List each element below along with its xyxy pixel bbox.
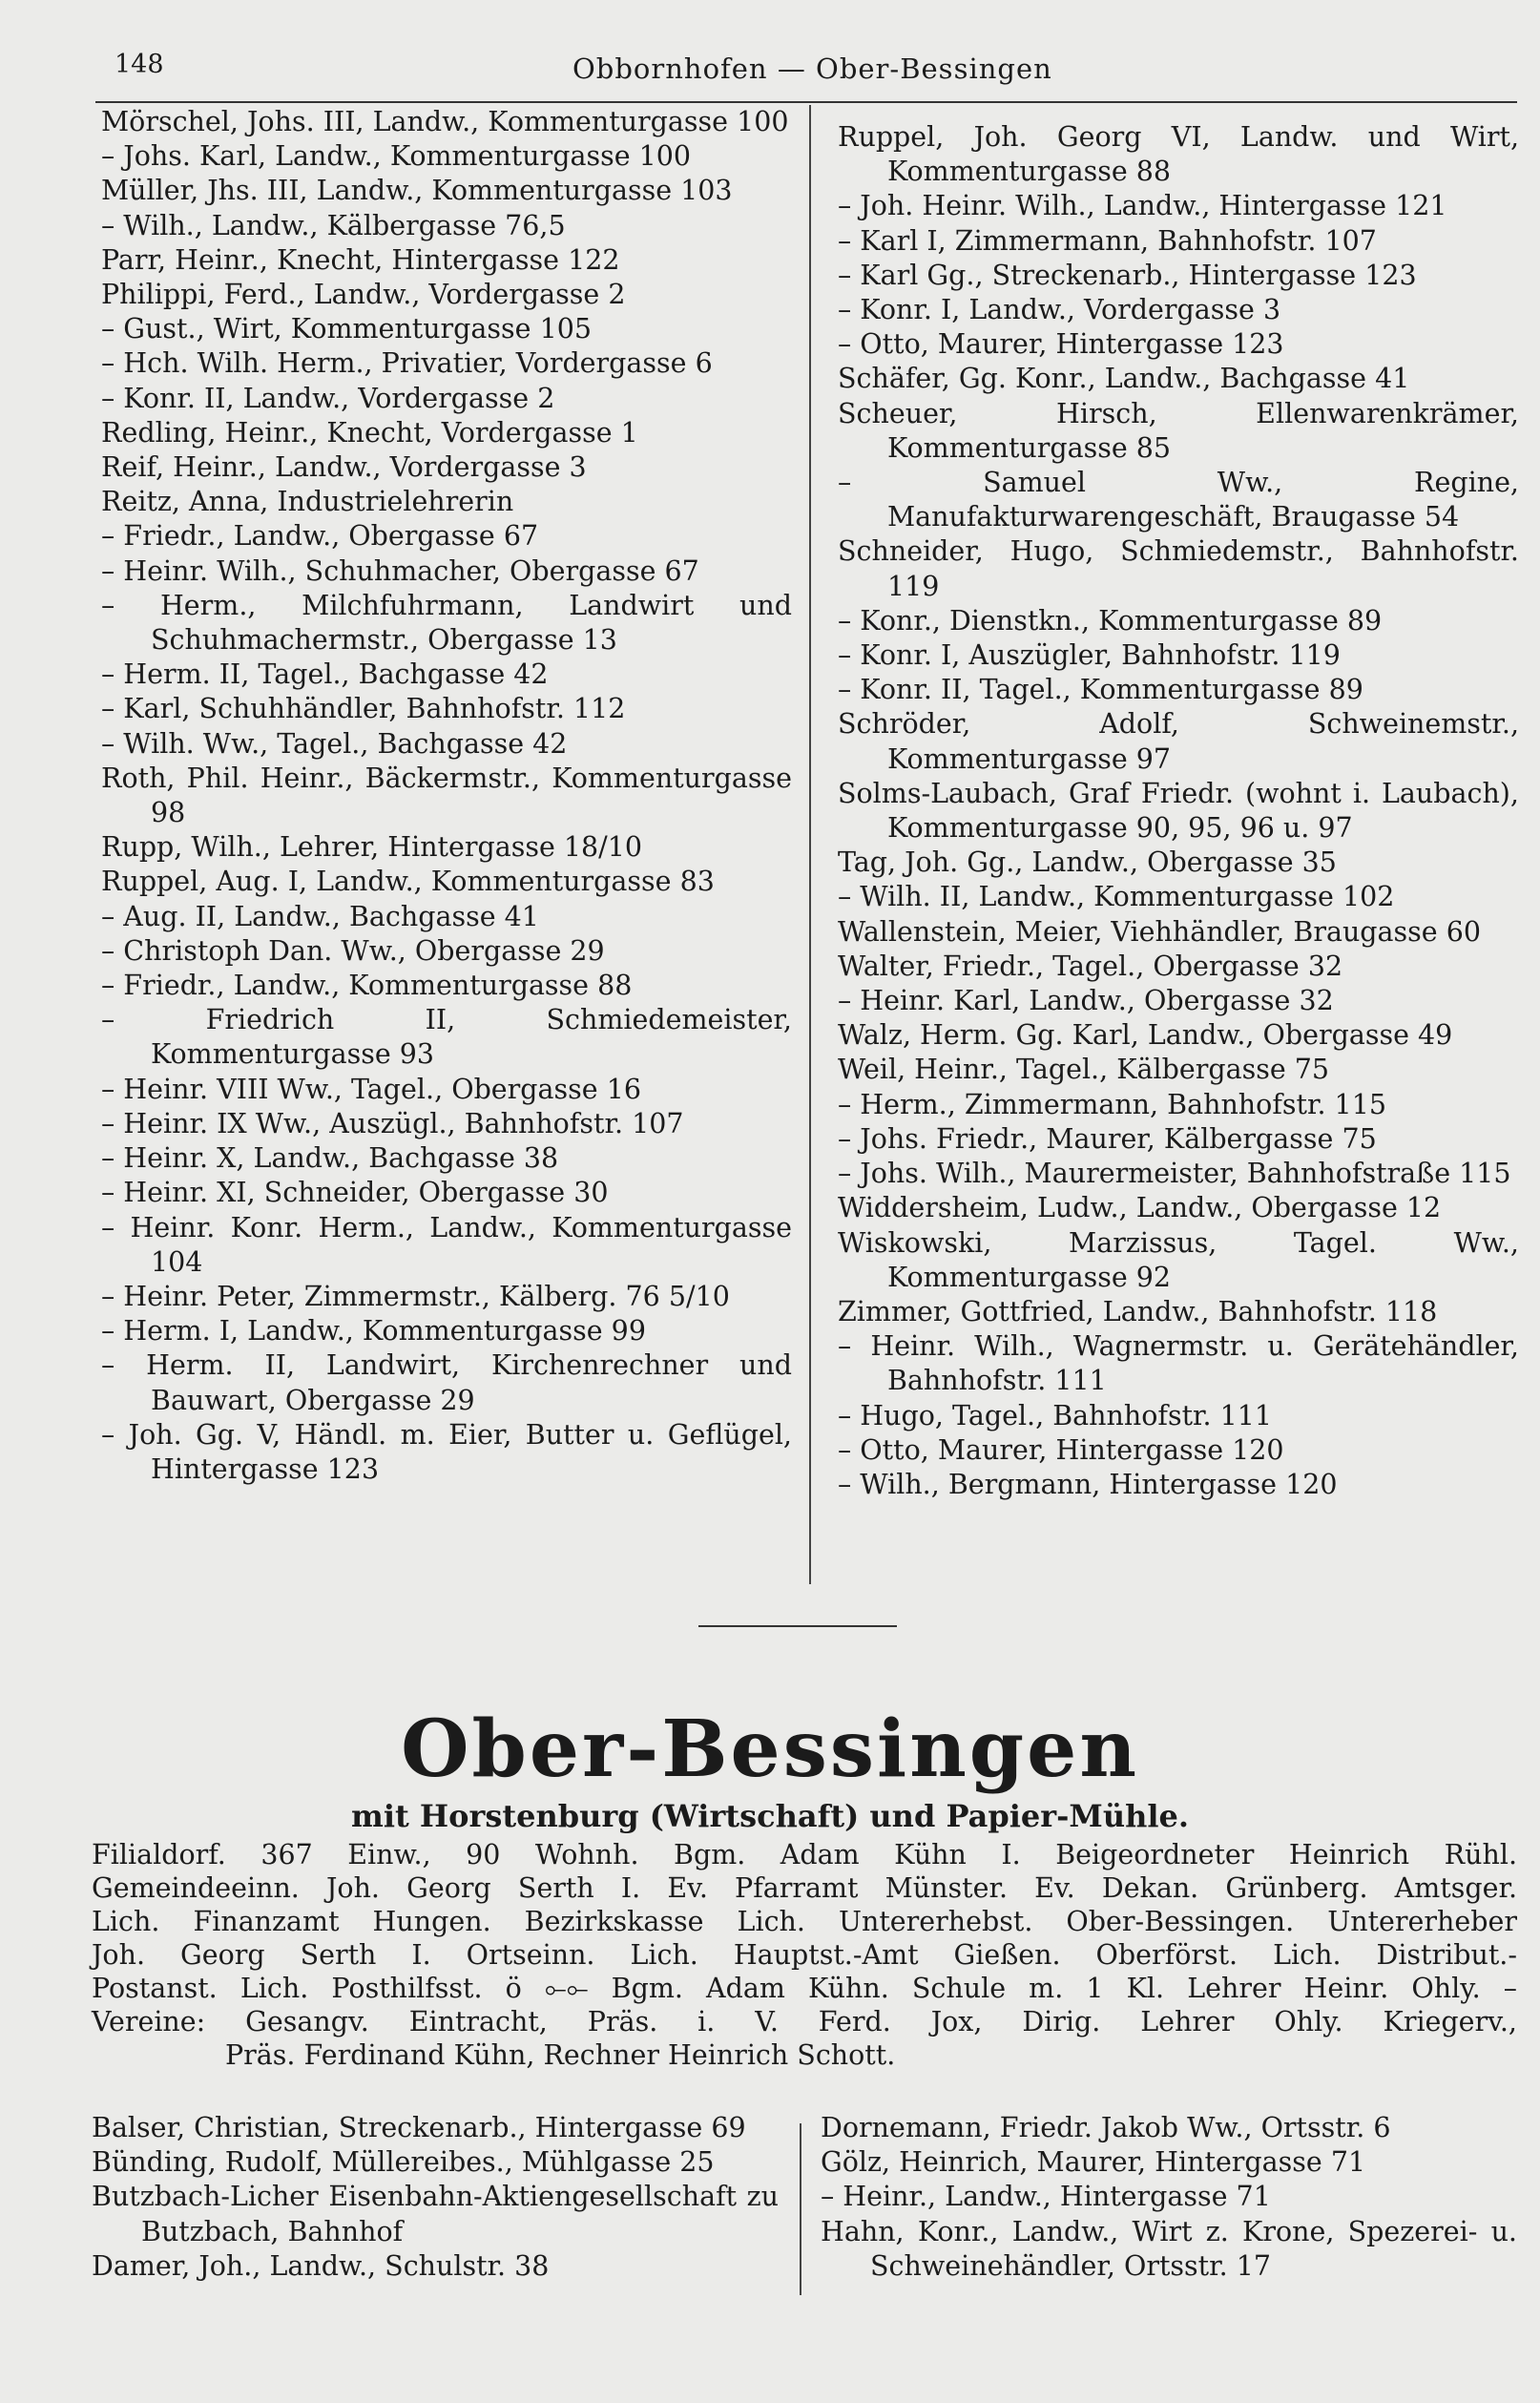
directory-entry: Müller, Jhs. III, Landw., Kommenturgasse 103 [101,175,733,207]
directory-entry: – Wilh., Bergmann, Hintergasse 120 [838,1468,1338,1500]
directory-entry: – Johs. Wilh., Maurermeister, Bahnhofstraße 115 [838,1158,1511,1190]
directory-entry: – Joh. Gg. V, Händl. m. Eier, Butter u. Geflügel, Hintergasse 123 [101,1418,792,1485]
directory-entry: Wallenstein, Meier, Viehhändler, Braugasse 60 [838,915,1481,948]
directory-entry: – Herm. I, Landw., Kommenturgasse 99 [101,1315,646,1348]
directory-entry: Solms-Laubach, Graf Friedr. (wohnt i. Laubach), Kommenturgasse 90, 95, 96 u. 97 [838,777,1519,845]
directory-entry: Redling, Heinr., Knecht, Vordergasse 1 [101,416,638,449]
directory-entry: – Samuel Ww., Regine, Manufakturwarengeschäft, Braugasse 54 [838,467,1519,533]
directory-entry: – Karl, Schuhhändler, Bahnhofstr. 112 [101,693,626,725]
directory-entry: Zimmer, Gottfried, Landw., Bahnhofstr. 118 [838,1295,1438,1327]
directory-entry: – Wilh. II, Landw., Kommenturgasse 102 [838,881,1395,913]
directory-entry: Walz, Herm. Gg. Karl, Landw., Obergasse 49 [838,1019,1453,1052]
directory-entry: – Aug. II, Landw., Bachgasse 41 [101,900,539,932]
section-divider [698,1625,897,1627]
directory-entry: Balser, Christian, Streckenarb., Hintergasse 69 [92,2112,746,2143]
directory-entry: Schäfer, Gg. Konr., Landw., Bachgasse 41 [838,363,1410,395]
directory-entry: Reitz, Anna, Industrielehrerin [101,486,514,518]
directory-entry: – Konr. I, Landw., Vordergasse 3 [838,294,1281,326]
directory-entry: Bünding, Rudolf, Müllereibes., Mühlgasse 25 [92,2146,715,2179]
directory-entry: Tag, Joh. Gg., Landw., Obergasse 35 [838,846,1337,879]
description-line: Gemeindeeinn. Joh. Georg Serth I. Ev. Pfarramt Münster. Ev. Dekan. Grünberg. Amtsger. [92,1872,1517,1904]
description-line: Lich. Finanzamt Hungen. Bezirkskasse Lich. Untererhebst. Ober-Bessingen. Untererheber [92,1906,1517,1937]
directory-entry: – Joh. Heinr. Wilh., Landw., Hintergasse 121 [838,190,1447,222]
directory-entry: – Heinr. IX Ww., Auszügl., Bahnhofstr. 107 [101,1107,684,1139]
directory-entry: Mörschel, Johs. III, Landw., Kommenturgasse 100 [101,106,789,137]
directory-entry: Weil, Heinr., Tagel., Kälbergasse 75 [838,1054,1330,1086]
directory-entry: Wiskowski, Marzissus, Tagel. Ww., Kommenturgasse 92 [838,1226,1519,1293]
section-left-column [92,2111,779,2284]
directory-entry: Hahn, Konr., Landw., Wirt z. Krone, Spezerei- u. Schweinehändler, Ortsstr. 17 [821,2215,1517,2282]
directory-entry: – Heinr. VIII Ww., Tagel., Obergasse 16 [101,1073,641,1105]
town-title: Ober-Bessingen [401,1703,1139,1795]
directory-entry: Parr, Heinr., Knecht, Hintergasse 122 [101,243,620,276]
left-column [101,105,792,1487]
directory-entry: – Heinr., Landw., Hintergasse 71 [821,2181,1271,2213]
directory-entry: Walter, Friedr., Tagel., Obergasse 32 [838,950,1343,982]
directory-entry: – Konr. II, Tagel., Kommenturgasse 89 [838,674,1363,706]
directory-entry: – Konr., Dienstkn., Kommenturgasse 89 [838,604,1383,637]
header-rule [95,101,1517,103]
running-title: Obbornhofen — Ober-Bessingen [572,52,1052,85]
right-column [838,120,1519,1502]
directory-entry: – Herm. II, Landwirt, Kirchenrechner und Bauwart, Obergasse 29 [101,1349,792,1416]
directory-entry: – Friedr., Landw., Obergasse 67 [101,520,539,553]
page-number: 148 [114,50,164,79]
directory-entry: Widdersheim, Ludw., Landw., Obergasse 12 [838,1192,1442,1224]
directory-entry: – Karl Gg., Streckenarb., Hintergasse 123 [838,259,1417,291]
directory-entry: – Hch. Wilh. Herm., Privatier, Vordergasse 6 [101,347,713,380]
directory-entry: – Heinr. Wilh., Schuhmacher, Obergasse 67 [101,554,699,587]
directory-entry: Rupp, Wilh., Lehrer, Hintergasse 18/10 [101,831,643,864]
directory-entry: Schröder, Adolf, Schweinemstr., Kommenturgasse 97 [838,708,1519,775]
town-description [92,1838,1517,2072]
directory-entry: – Johs. Friedr., Maurer, Kälbergasse 75 [838,1122,1377,1155]
directory-entry: – Heinr. Konr. Herm., Landw., Kommenturgasse 104 [101,1211,792,1278]
directory-entry: Gölz, Heinrich, Maurer, Hintergasse 71 [821,2146,1366,2179]
directory-entry: – Herm., Milchfuhrmann, Landwirt und Schuhmachermstr., Obergasse 13 [101,589,792,657]
directory-entry: Scheuer, Hirsch, Ellenwarenkrämer, Kommenturgasse 85 [838,397,1519,464]
description-line: Joh. Georg Serth I. Ortseinn. Lich. Hauptst.-Amt Gießen. Oberförst. Lich. Distribut.- [92,1939,1517,1971]
description-line: Postanst. Lich. Posthilfsst. ö ⟜⟜ Bgm. Adam Kühn. Schule m. 1 Kl. Lehrer Heinr. Ohly. – [92,1973,1517,2004]
directory-entry: – Konr. I, Auszügler, Bahnhofstr. 119 [838,639,1341,672]
directory-entry: Reif, Heinr., Landw., Vordergasse 3 [101,451,587,484]
directory-entry: – Herm. II, Tagel., Bachgasse 42 [101,658,549,691]
directory-entry: – Friedrich II, Schmiedemeister, Kommenturgasse 93 [101,1004,792,1071]
directory-entry: – Hugo, Tagel., Bahnhofstr. 111 [838,1399,1273,1431]
directory-entry: – Gust., Wirt, Kommenturgasse 105 [101,313,592,345]
directory-entry: – Heinr. Peter, Zimmermstr., Kälberg. 76 5/10 [101,1280,730,1312]
description-line: Präs. Ferdinand Kühn, Rechner Heinrich Schott. [225,2039,896,2071]
directory-entry: – Wilh., Landw., Kälbergasse 76,5 [101,209,566,241]
description-line: Filialdorf. 367 Einw., 90 Wohnh. Bgm. Adam Kühn I. Beigeordneter Heinrich Rühl. [92,1839,1517,1870]
directory-entry: – Christoph Dan. Ww., Obergasse 29 [101,934,605,967]
column-divider [809,105,811,1584]
directory-entry: – Otto, Maurer, Hintergasse 123 [838,328,1284,361]
directory-entry: – Konr. II, Landw., Vordergasse 2 [101,382,555,414]
directory-entry: – Friedr., Landw., Kommenturgasse 88 [101,970,633,1002]
directory-entry: – Karl I, Zimmermann, Bahnhofstr. 107 [838,224,1377,257]
directory-entry: Dornemann, Friedr. Jakob Ww., Ortsstr. 6 [821,2112,1391,2143]
directory-entry: – Otto, Maurer, Hintergasse 120 [838,1433,1284,1466]
directory-entry: Ruppel, Aug. I, Landw., Kommenturgasse 83 [101,866,715,898]
directory-entry: – Johs. Karl, Landw., Kommenturgasse 100 [101,140,692,173]
section-right-column [821,2111,1517,2284]
description-line: Vereine: Gesangv. Eintracht, Präs. i. V. Ferd. Jox, Dirig. Lehrer Ohly. Kriegerv., [92,2006,1517,2037]
directory-entry: – Heinr. X, Landw., Bachgasse 38 [101,1142,559,1175]
directory-entry: Roth, Phil. Heinr., Bäckermstr., Kommenturgasse 98 [101,762,792,829]
directory-entry: – Wilh. Ww., Tagel., Bachgasse 42 [101,727,568,760]
directory-entry: Butzbach-Licher Eisenbahn-Aktiengesellschaft zu Butzbach, Bahnhof [92,2181,779,2247]
directory-entry: Schneider, Hugo, Schmiedemstr., Bahnhofstr. 119 [838,535,1519,602]
town-subtitle: mit Horstenburg (Wirtschaft) und Papier-Mühle. [350,1798,1190,1834]
directory-entry: Philippi, Ferd., Landw., Vordergasse 2 [101,279,626,311]
directory-entry: Damer, Joh., Landw., Schulstr. 38 [92,2249,550,2282]
directory-entry: – Heinr. Karl, Landw., Obergasse 32 [838,985,1334,1017]
directory-entry: – Heinr. Wilh., Wagnermstr. u. Gerätehändler, Bahnhofstr. 111 [838,1330,1519,1397]
section-column-divider [800,2123,801,2295]
directory-entry: Ruppel, Joh. Georg VI, Landw. und Wirt, Kommenturgasse 88 [838,121,1519,188]
directory-entry: – Herm., Zimmermann, Bahnhofstr. 115 [838,1088,1386,1120]
directory-entry: – Heinr. XI, Schneider, Obergasse 30 [101,1177,609,1209]
